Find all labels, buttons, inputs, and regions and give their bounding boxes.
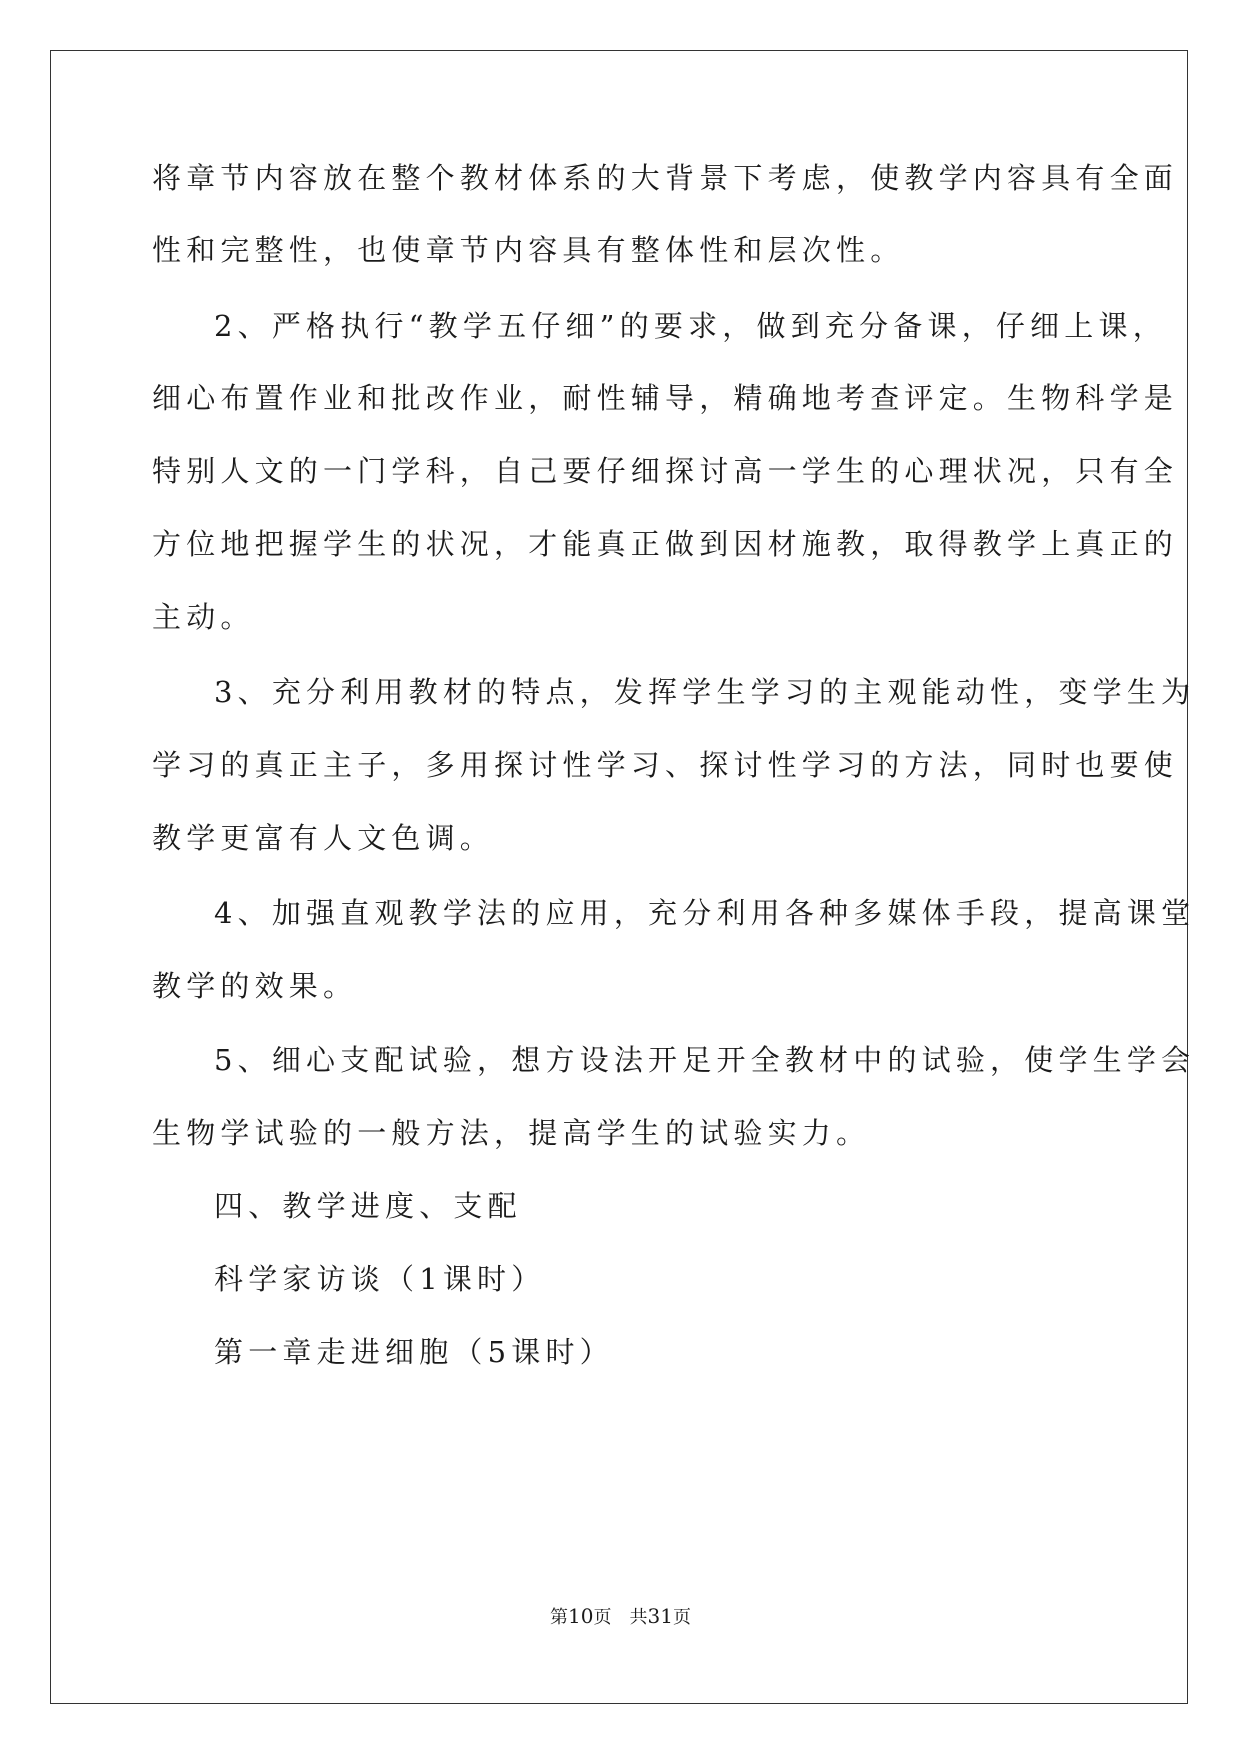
paragraph-5-start: 5、细心支配试验，想方设法开足开全教材中的试验，使学生学会 (214, 1043, 1196, 1077)
text-line: 学习的真正主子，多用探讨性学习、探讨性学习的方法，同时也要使 (152, 748, 1179, 782)
page-border (50, 50, 1188, 1704)
total-page-count: 31 (647, 1604, 673, 1628)
text-line: 生物学试验的一般方法，提高学生的试验实力。 (152, 1116, 871, 1150)
page-number-footer (0, 1604, 1241, 1630)
text-line: 方位地把握学生的状况，才能真正做到因材施教，取得教学上真正的 (152, 527, 1179, 561)
text-line: 细心布置作业和批改作业，耐性辅导，精确地考查评定。生物科学是 (152, 381, 1179, 415)
section-heading: 四、教学进度、支配 (214, 1189, 522, 1223)
text-line: 性和完整性，也使章节内容具有整体性和层次性。 (152, 233, 905, 267)
text-line: 主动。 (152, 600, 255, 634)
footer-prefix: 第 (550, 1607, 569, 1628)
text-line: 教学更富有人文色调。 (152, 821, 495, 855)
paragraph-3-start: 3、充分利用教材的特点，发挥学生学习的主观能动性，变学生为 (214, 675, 1196, 709)
text-line: 教学的效果。 (152, 969, 358, 1003)
text-line: 特别人文的一门学科，自己要仔细探讨高一学生的心理状况，只有全 (152, 454, 1179, 488)
current-page-number: 10 (568, 1604, 594, 1628)
paragraph-4-start: 4、加强直观教学法的应用，充分利用各种多媒体手段，提高课堂 (214, 896, 1196, 930)
schedule-item: 第一章走进细胞（5课时） (214, 1335, 614, 1369)
footer-suffix: 页 (672, 1607, 691, 1628)
footer-middle: 页 共 (593, 1607, 648, 1628)
schedule-item: 科学家访谈（1课时） (214, 1262, 546, 1296)
paragraph-2-start: 2、严格执行“教学五仔细”的要求，做到充分备课，仔细上课， (214, 309, 1167, 343)
text-line: 将章节内容放在整个教材体系的大背景下考虑，使教学内容具有全面 (152, 161, 1179, 195)
